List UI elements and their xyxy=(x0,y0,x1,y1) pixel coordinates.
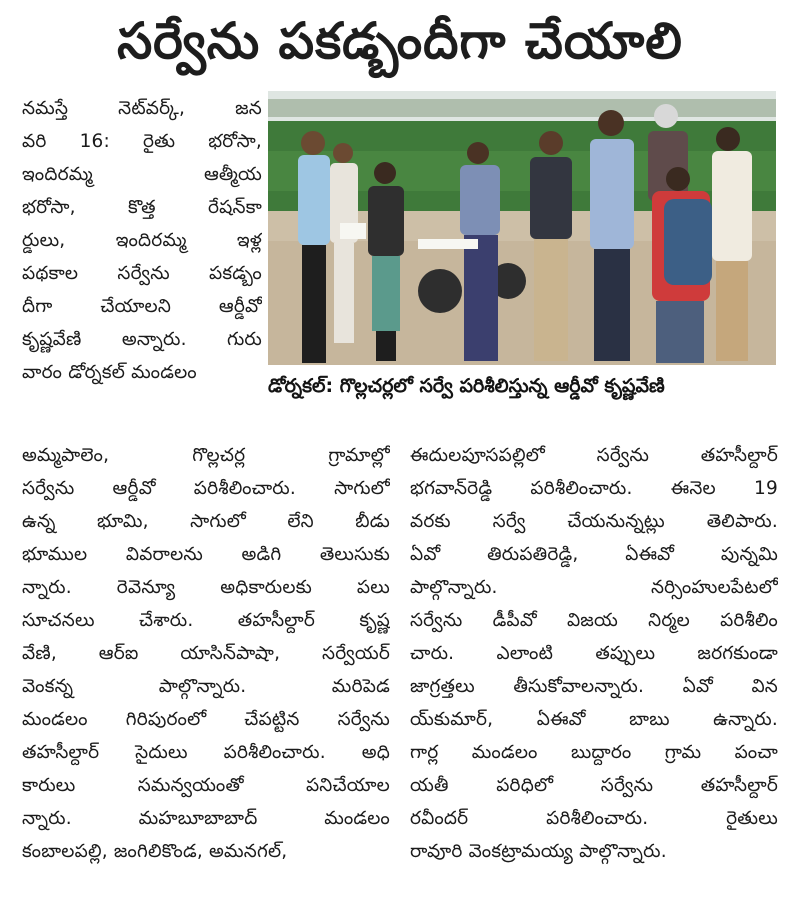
article-text-line: కంబాలపల్లి, జంగిలికొండ, అమనగల్, xyxy=(22,841,288,862)
article-text-line: సర్వేను డీపీవో విజయ నిర్మల పరిశీలిం xyxy=(410,610,778,631)
article-headline: సర్వేను పకడ్బందీగా చేయాలి xyxy=(117,12,683,70)
article-text-line: నమస్తే నెట్‌వర్క్, జన xyxy=(22,98,262,119)
photo-caption: డోర్నకల్: గొల్లచర్లలో సర్వే పరిశీలిస్తున్న ఆర్డీవో కృష్ణవేణి xyxy=(268,375,665,397)
person-figure xyxy=(330,143,358,343)
article-text-line: గార్ల మండలం బుద్దారం గ్రామ పంచా xyxy=(410,742,778,763)
article-photo xyxy=(268,91,776,365)
article-text-line: దీగా చేయాలని ఆర్డీవో xyxy=(22,296,262,317)
article-text-line: భూముల వివరాలను అడిగి తెలుసుకు xyxy=(22,544,390,565)
article-column-top xyxy=(22,92,262,389)
article-text-line: కారులు సమన్వయంతో పనిచేయాల xyxy=(22,775,390,796)
article-text-line: రవీందర్ పరిశీలించారు. రైతులు xyxy=(410,808,778,829)
article-text-line: మండలం గిరిపురంలో చేపట్టిన సర్వేను xyxy=(22,709,390,730)
article-text-line: ఉన్న భూమి, సాగులో లేని బీడు xyxy=(22,511,390,532)
article-text-line: జాగ్రత్తలు తీసుకోవాలన్నారు. ఏవో విన xyxy=(410,676,778,697)
article-column-left xyxy=(22,439,390,868)
article-text-line: చారు. ఎలాంటి తప్పులు జరగకుండా xyxy=(410,643,778,664)
person-figure xyxy=(652,167,712,363)
article-text-line: వెంకన్న పాల్గొన్నారు. మరిపెడ xyxy=(22,676,390,697)
person-figure xyxy=(460,142,500,361)
article-text-line: య్‌కుమార్, ఏఈవో బాబు ఉన్నారు. xyxy=(410,709,778,730)
article-text-line: వరకు సర్వే చేయనున్నట్లు తెలిపారు. xyxy=(410,511,778,532)
person-figure xyxy=(298,131,330,363)
person-figure xyxy=(712,127,752,361)
article-column-right xyxy=(410,439,778,868)
article-text-line: అమ్మపాలెం, గొల్లచర్ల గ్రామాల్లో xyxy=(22,445,390,466)
article-text-line: కృష్ణవేణి అన్నారు. గురు xyxy=(22,329,262,350)
article-text-line: వారం డోర్నకల్ మండలం xyxy=(22,362,197,383)
article-text-line: ఇందిరమ్మ ఆత్మీయ xyxy=(22,164,262,185)
article-text-line: పథకాల సర్వేను పకడ్బం xyxy=(22,263,262,284)
article-text-line: ర్డులు, ఇందిరమ్మ ఇళ్ల xyxy=(22,230,262,251)
article-text-line: ఏవో తిరుపతిరెడ్డి, ఏఈవో పున్నమి xyxy=(410,544,778,565)
person-figure xyxy=(530,131,572,361)
article-text-line: సర్వేను ఆర్డీవో పరిశీలించారు. సాగులో xyxy=(22,478,390,499)
article-text-line: రావూరి వెంకట్రామయ్య పాల్గొన్నారు. xyxy=(410,841,667,862)
article-text-line: తహసీల్దార్ సైదులు పరిశీలించారు. అధి xyxy=(22,742,390,763)
article-text-line: న్నారు. మహబూబాబాద్ మండలం xyxy=(22,808,390,829)
article-text-line: న్నారు. రెవెన్యూ అధికారులకు పలు xyxy=(22,577,390,598)
photo-scene xyxy=(268,91,776,365)
article-text-line: పాల్గొన్నారు. నర్సింహులపేటలో xyxy=(410,577,778,598)
article-text-line: యతీ పరిధిలో సర్వేను తహసీల్దార్ xyxy=(410,775,778,796)
article-text-line: భగవాన్‌రెడ్డి పరిశీలించారు. ఈనెల 19 xyxy=(410,478,778,499)
article-text-line: భరోసా, కొత్త రేషన్‌కా xyxy=(22,197,262,218)
person-figure xyxy=(590,110,634,361)
article-text-line: వేణి, ఆర్ఐ యాసిన్‌పాషా, సర్వేయర్ xyxy=(22,643,390,664)
article-text-line: సూచనలు చేశారు. తహసీల్దార్ కృష్ణ xyxy=(22,610,390,631)
article-text-line: వరి 16: రైతు భరోసా, xyxy=(22,131,262,152)
article-text-line: ఈదులపూసపల్లిలో సర్వేను తహసీల్దార్ xyxy=(410,445,778,466)
